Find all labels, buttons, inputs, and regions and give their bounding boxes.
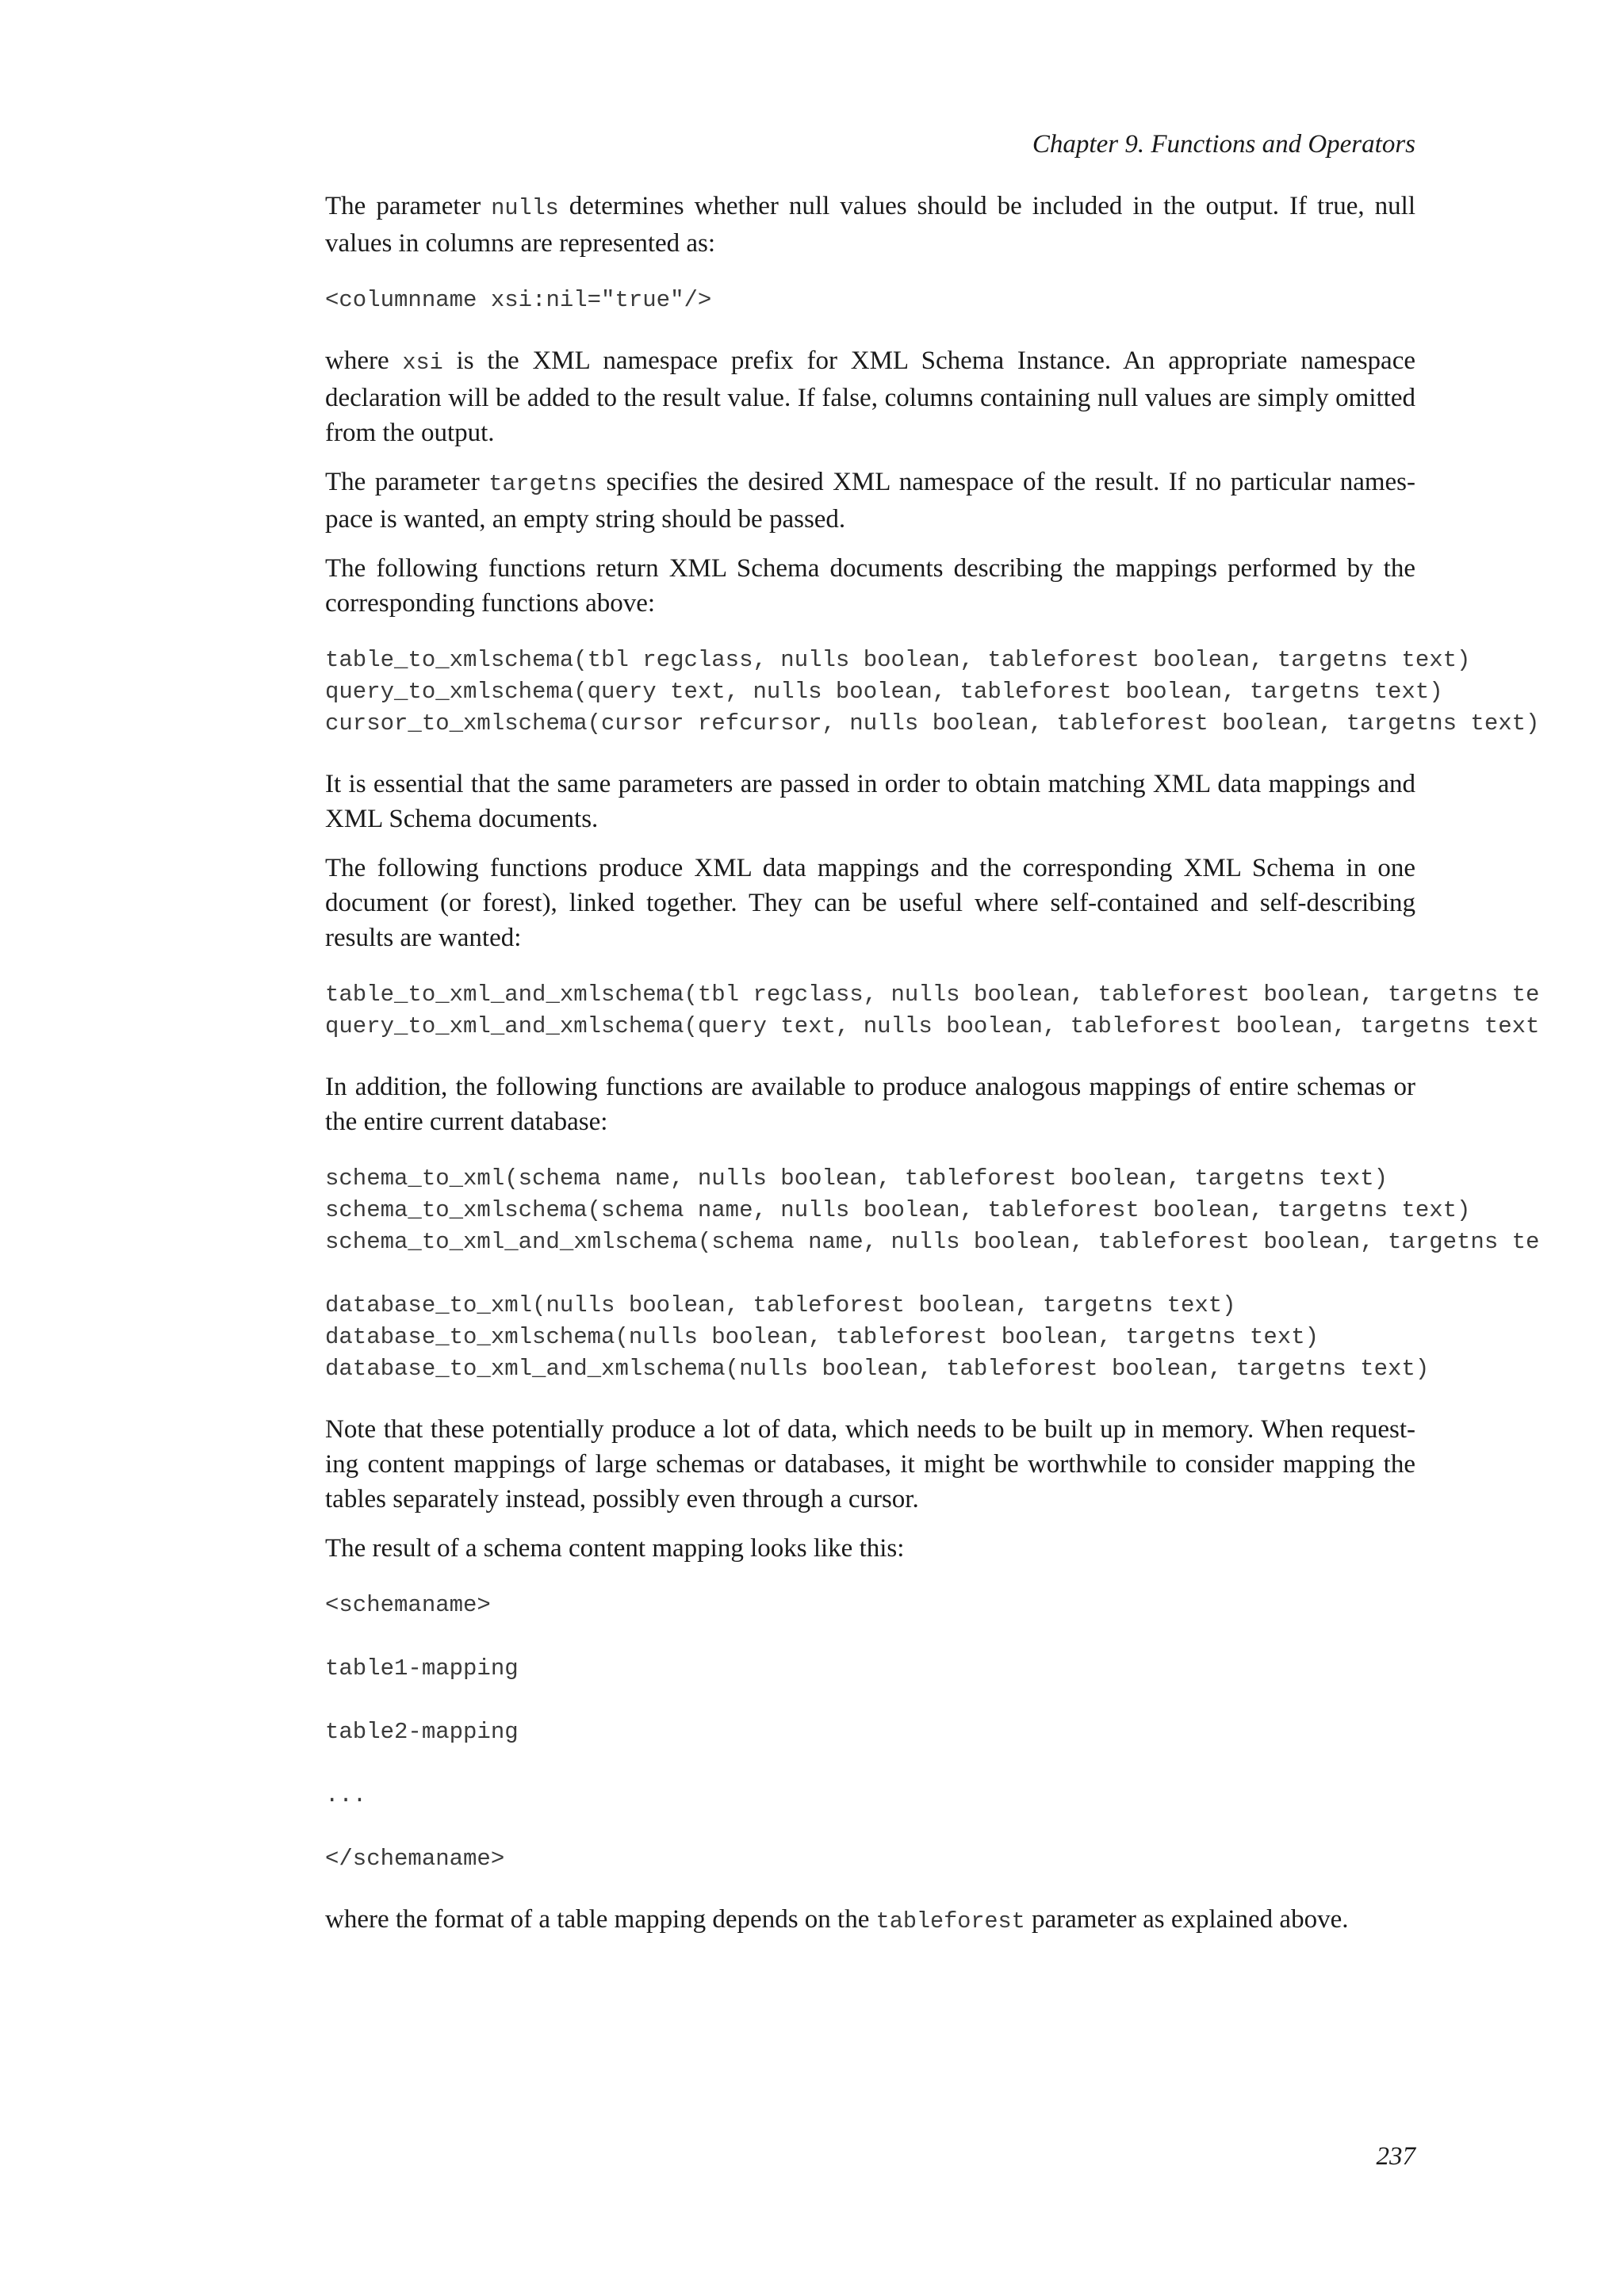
- code-line: database_to_xmlschema(nulls boolean, tableforest boolean, targetns text): [325, 1324, 1320, 1350]
- code-line: table1-mapping: [325, 1655, 519, 1682]
- paragraph-tableforest: where the format of a table mapping depends on the tableforest parameter as explained above.: [325, 1905, 1349, 1934]
- code-line: cursor_to_xmlschema(cursor refcursor, nulls boolean, tableforest boolean, targetns text): [325, 710, 1540, 737]
- paragraph-result-intro: The result of a schema content mapping looks like this:: [325, 1534, 905, 1563]
- code-line: query_to_xml_and_xmlschema(query text, nulls boolean, tableforest boolean, targetns text: [325, 1013, 1540, 1039]
- inline-code-nulls: nulls: [491, 195, 559, 221]
- paragraph-schema-functions: The following functions return XML Schema documents describing the mappings performed by the corresponding functions above:: [325, 554, 1415, 618]
- inline-code-targetns: targetns: [488, 471, 598, 497]
- page-content: [325, 189, 1540, 1954]
- paragraph-xsi: where xsi is the XML namespace prefix for XML Schema Instance. An appropriate namespace declaration will be added to the result value. If false, columns containing null values are simply omitted from the output.: [325, 346, 1415, 447]
- code-block-xml-and-xmlschema: [325, 979, 1624, 1043]
- code-line: table2-mapping: [325, 1719, 519, 1745]
- code-block-schema-mapping: [325, 1590, 1624, 1875]
- code-block-schema-and-database-functions: [325, 1163, 1624, 1385]
- code-line: schema_to_xml(schema name, nulls boolean, tableforest boolean, targetns text): [325, 1165, 1388, 1192]
- paragraph-nulls: The parameter nulls determines whether null values should be included in the output. If true, null values in columns are represented as:: [325, 192, 1415, 258]
- code-line: schema_to_xmlschema(schema name, nulls boolean, tableforest boolean, targetns text): [325, 1197, 1471, 1223]
- running-header: Chapter 9. Functions and Operators: [1032, 130, 1415, 159]
- code-line: database_to_xml(nulls boolean, tableforest boolean, targetns text): [325, 1292, 1236, 1318]
- code-line-blank: [325, 1748, 1624, 1780]
- paragraph-schemas-database: In addition, the following functions are available to produce analogous mappings of entire schemas or the entire current database:: [325, 1073, 1415, 1136]
- inline-code-tableforest: tableforest: [875, 1908, 1025, 1934]
- code-line: <schemaname>: [325, 1592, 491, 1618]
- code-line-blank: [325, 1685, 1624, 1716]
- code-line: schema_to_xml_and_xmlschema(schema name, nulls boolean, tableforest boolean, targetns te: [325, 1229, 1540, 1255]
- code-line: ...: [325, 1782, 367, 1808]
- code-line-blank: [325, 1258, 1624, 1290]
- code-line: query_to_xmlschema(query text, nulls boolean, tableforest boolean, targetns text): [325, 679, 1443, 705]
- paragraph-combined-functions: The following functions produce XML data mappings and the corresponding XML Schema in one document (or forest), linked together. They can be useful where self-contained and self-describing results are wanted:: [325, 854, 1415, 952]
- paragraph-essential: It is essential that the same parameters are passed in order to obtain matching XML data mappings and XML Schema documents.: [325, 770, 1415, 833]
- code-line: <columnname xsi:nil="true"/>: [325, 287, 712, 313]
- inline-code-xsi: xsi: [402, 350, 443, 376]
- code-line-blank: [325, 1621, 1624, 1653]
- code-line: table_to_xmlschema(tbl regclass, nulls boolean, tableforest boolean, targetns text): [325, 647, 1471, 673]
- code-line: table_to_xml_and_xmlschema(tbl regclass, nulls boolean, tableforest boolean, targetns te: [325, 982, 1540, 1008]
- paragraph-targetns: The parameter targetns specifies the desired XML namespace of the result. If no particular names- pace is wanted, an empty string should be passed.: [325, 468, 1416, 534]
- code-line-blank: [325, 1812, 1624, 1843]
- page-number: 237: [1376, 2142, 1415, 2171]
- code-block-columnname: [325, 285, 1624, 316]
- paragraph-memory-note: Note that these potentially produce a lot of data, which needs to be built up in memory. When request- ing content mappings of large schemas or databases, it might be worthwhile to consider mapping the tables separately instead, possibly even through a cursor.: [325, 1415, 1415, 1513]
- code-line: database_to_xml_and_xmlschema(nulls boolean, tableforest boolean, targetns text): [325, 1356, 1430, 1382]
- code-line: </schemaname>: [325, 1846, 505, 1872]
- code-block-xmlschema-functions: [325, 645, 1624, 740]
